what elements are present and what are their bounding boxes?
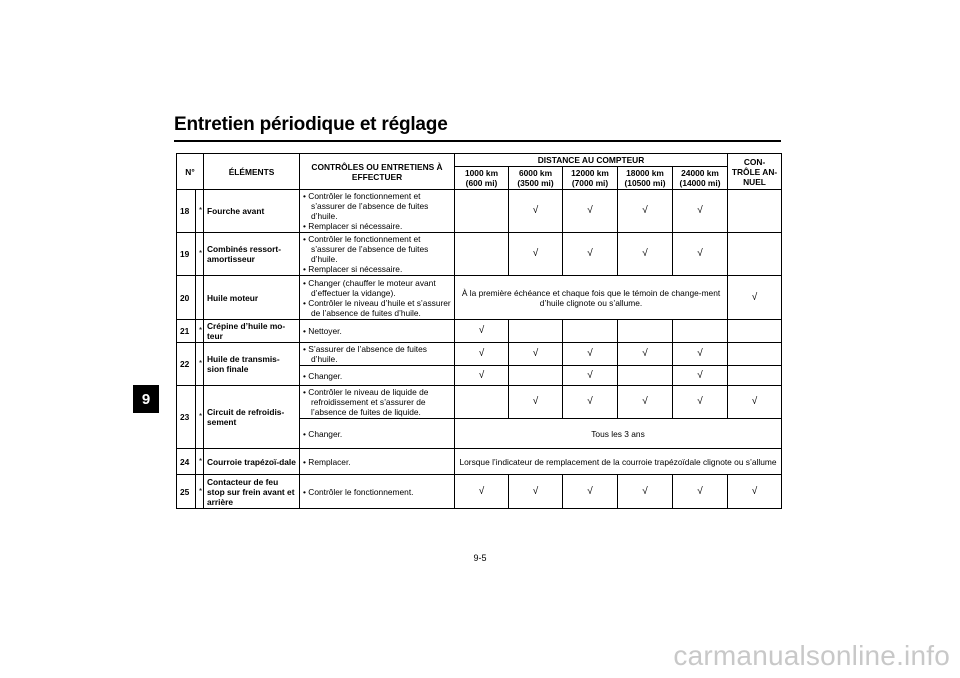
operations-list [303,371,451,381]
row-number: 20 [177,276,196,320]
page-title: Entretien périodique et réglage [174,114,448,135]
header-distance: 1000 km (600 mi) [455,167,509,190]
row-number: 18 [177,190,196,233]
table-row [177,475,782,509]
row-item: Huile de transmis-sion finale [204,343,300,386]
row-operations [300,386,455,419]
header-items: ÉLÉMENTS [204,154,300,190]
annual-check-cell: √ [728,475,782,509]
operation-item: • Contrôler le fonctionnement et s’assurer de l’absence de fuites d’huile. [303,191,451,221]
interval-note: Lorsque l’indicateur de remplacement de la courroie trapézoïdale clignote ou s’allume [455,449,782,475]
distance-check-cell [618,366,673,386]
distance-check-cell: √ [673,366,728,386]
header-num: N° [177,154,204,190]
distance-check-cell [455,386,509,419]
row-star-marker: * [196,320,204,343]
distance-check-cell: √ [563,475,618,509]
header-odometer: DISTANCE AU COMPTEUR [455,154,728,167]
distance-check-cell: √ [618,386,673,419]
row-operations [300,320,455,343]
distance-check-cell: √ [563,190,618,233]
distance-check-cell: √ [618,343,673,366]
row-operations [300,190,455,233]
distance-check-cell [618,320,673,343]
operation-item: • Changer. [303,429,451,439]
row-number: 22 [177,343,196,386]
row-operations [300,419,455,449]
distance-check-cell: √ [455,343,509,366]
annual-check-cell [728,190,782,233]
operation-item: • Remplacer. [303,457,451,467]
header-distance: 12000 km (7000 mi) [563,167,618,190]
operation-item: • Changer. [303,371,451,381]
distance-check-cell: √ [563,233,618,276]
table-row [177,449,782,475]
operations-list [303,191,451,231]
distance-check-cell: √ [618,190,673,233]
distance-check-cell: √ [673,343,728,366]
row-star-marker: * [196,343,204,386]
operations-list [303,457,451,467]
distance-check-cell: √ [509,386,563,419]
table-row [177,343,782,366]
distance-check-cell [455,233,509,276]
row-item: Fourche avant [204,190,300,233]
row-operations [300,276,455,320]
distance-check-cell [563,320,618,343]
row-number: 21 [177,320,196,343]
table-row [177,320,782,343]
operations-list [303,234,451,274]
header-distance: 18000 km (10500 mi) [618,167,673,190]
operation-item: • Contrôler le fonctionnement et s’assurer de l’absence de fuites d’huile. [303,234,451,264]
distance-check-cell [509,320,563,343]
distance-check-cell: √ [455,320,509,343]
distance-check-cell: √ [509,233,563,276]
row-star-marker: * [196,449,204,475]
distance-check-cell: √ [455,366,509,386]
row-star-marker: * [196,190,204,233]
operations-list [303,278,451,318]
annual-check-cell [728,233,782,276]
row-item: Contacteur de feu stop sur frein avant et arrière [204,475,300,509]
maintenance-table [176,153,782,509]
annual-check-cell: √ [728,386,782,419]
annual-check-cell: √ [728,276,782,320]
row-item: Courroie trapézoï-dale [204,449,300,475]
distance-check-cell: √ [673,475,728,509]
distance-check-cell: √ [563,343,618,366]
row-item: Circuit de refroidis-sement [204,386,300,449]
distance-check-cell: √ [509,475,563,509]
header-operations: CONTRÔLES OU ENTRETIENS À EFFECTUER [300,154,455,190]
operation-item: • Remplacer si nécessaire. [303,221,451,231]
distance-check-cell: √ [509,343,563,366]
table-body [177,190,782,509]
distance-check-cell [509,366,563,386]
annual-check-cell [728,343,782,366]
distance-check-cell [455,190,509,233]
operations-list [303,387,451,417]
watermark: carmanualsonline.info [673,640,950,671]
operations-list [303,487,451,497]
header-distance: 24000 km (14000 mi) [673,167,728,190]
distance-check-cell: √ [563,386,618,419]
operation-item: • Changer (chauffer le moteur avant d’effectuer la vidange). [303,278,451,298]
operations-list [303,326,451,336]
row-item: Huile moteur [204,276,300,320]
distance-check-cell [673,320,728,343]
page-number: 9-5 [473,553,487,563]
title-divider [174,140,781,142]
annual-check-cell [728,320,782,343]
distance-check-cell: √ [673,190,728,233]
row-star-marker: * [196,386,204,449]
distance-check-cell: √ [673,233,728,276]
row-star-marker: * [196,475,204,509]
operations-list [303,344,451,364]
distance-check-cell: √ [673,386,728,419]
table-row [177,276,782,320]
chapter-tab: 9 [133,385,159,413]
interval-note: À la première échéance et chaque fois que le témoin de change-ment d’huile clignote ou s’allume. [455,276,728,320]
row-number: 24 [177,449,196,475]
distance-check-cell: √ [509,190,563,233]
row-number: 25 [177,475,196,509]
distance-check-cell: √ [618,475,673,509]
distance-check-cell: √ [618,233,673,276]
row-number: 19 [177,233,196,276]
operations-list [303,429,451,439]
header-annual: CON- TRÔLE AN- NUEL [728,154,782,190]
row-operations [300,233,455,276]
row-operations [300,449,455,475]
operation-item: • Contrôler le fonctionnement. [303,487,451,497]
row-operations [300,475,455,509]
distance-check-cell: √ [563,366,618,386]
header-distance: 6000 km (3500 mi) [509,167,563,190]
table-row [177,386,782,419]
interval-note: Tous les 3 ans [455,419,782,449]
row-number: 23 [177,386,196,449]
row-item: Crépine d’huile mo-teur [204,320,300,343]
row-operations [300,366,455,386]
operation-item: • Contrôler le niveau d’huile et s’assurer de l’absence de fuites d’huile. [303,298,451,318]
row-operations [300,343,455,366]
row-item: Combinés ressort-amortisseur [204,233,300,276]
distance-check-cell: √ [455,475,509,509]
table-header-row [177,154,782,167]
operation-item: • S’assurer de l’absence de fuites d’huile. [303,344,451,364]
row-star-marker: * [196,233,204,276]
table-row [177,233,782,276]
row-star-marker [196,276,204,320]
annual-check-cell [728,366,782,386]
operation-item: • Remplacer si nécessaire. [303,264,451,274]
operation-item: • Nettoyer. [303,326,451,336]
operation-item: • Contrôler le niveau de liquide de refroidissement et s’assurer de l’absence de fuites de liquide. [303,387,451,417]
table-row [177,190,782,233]
